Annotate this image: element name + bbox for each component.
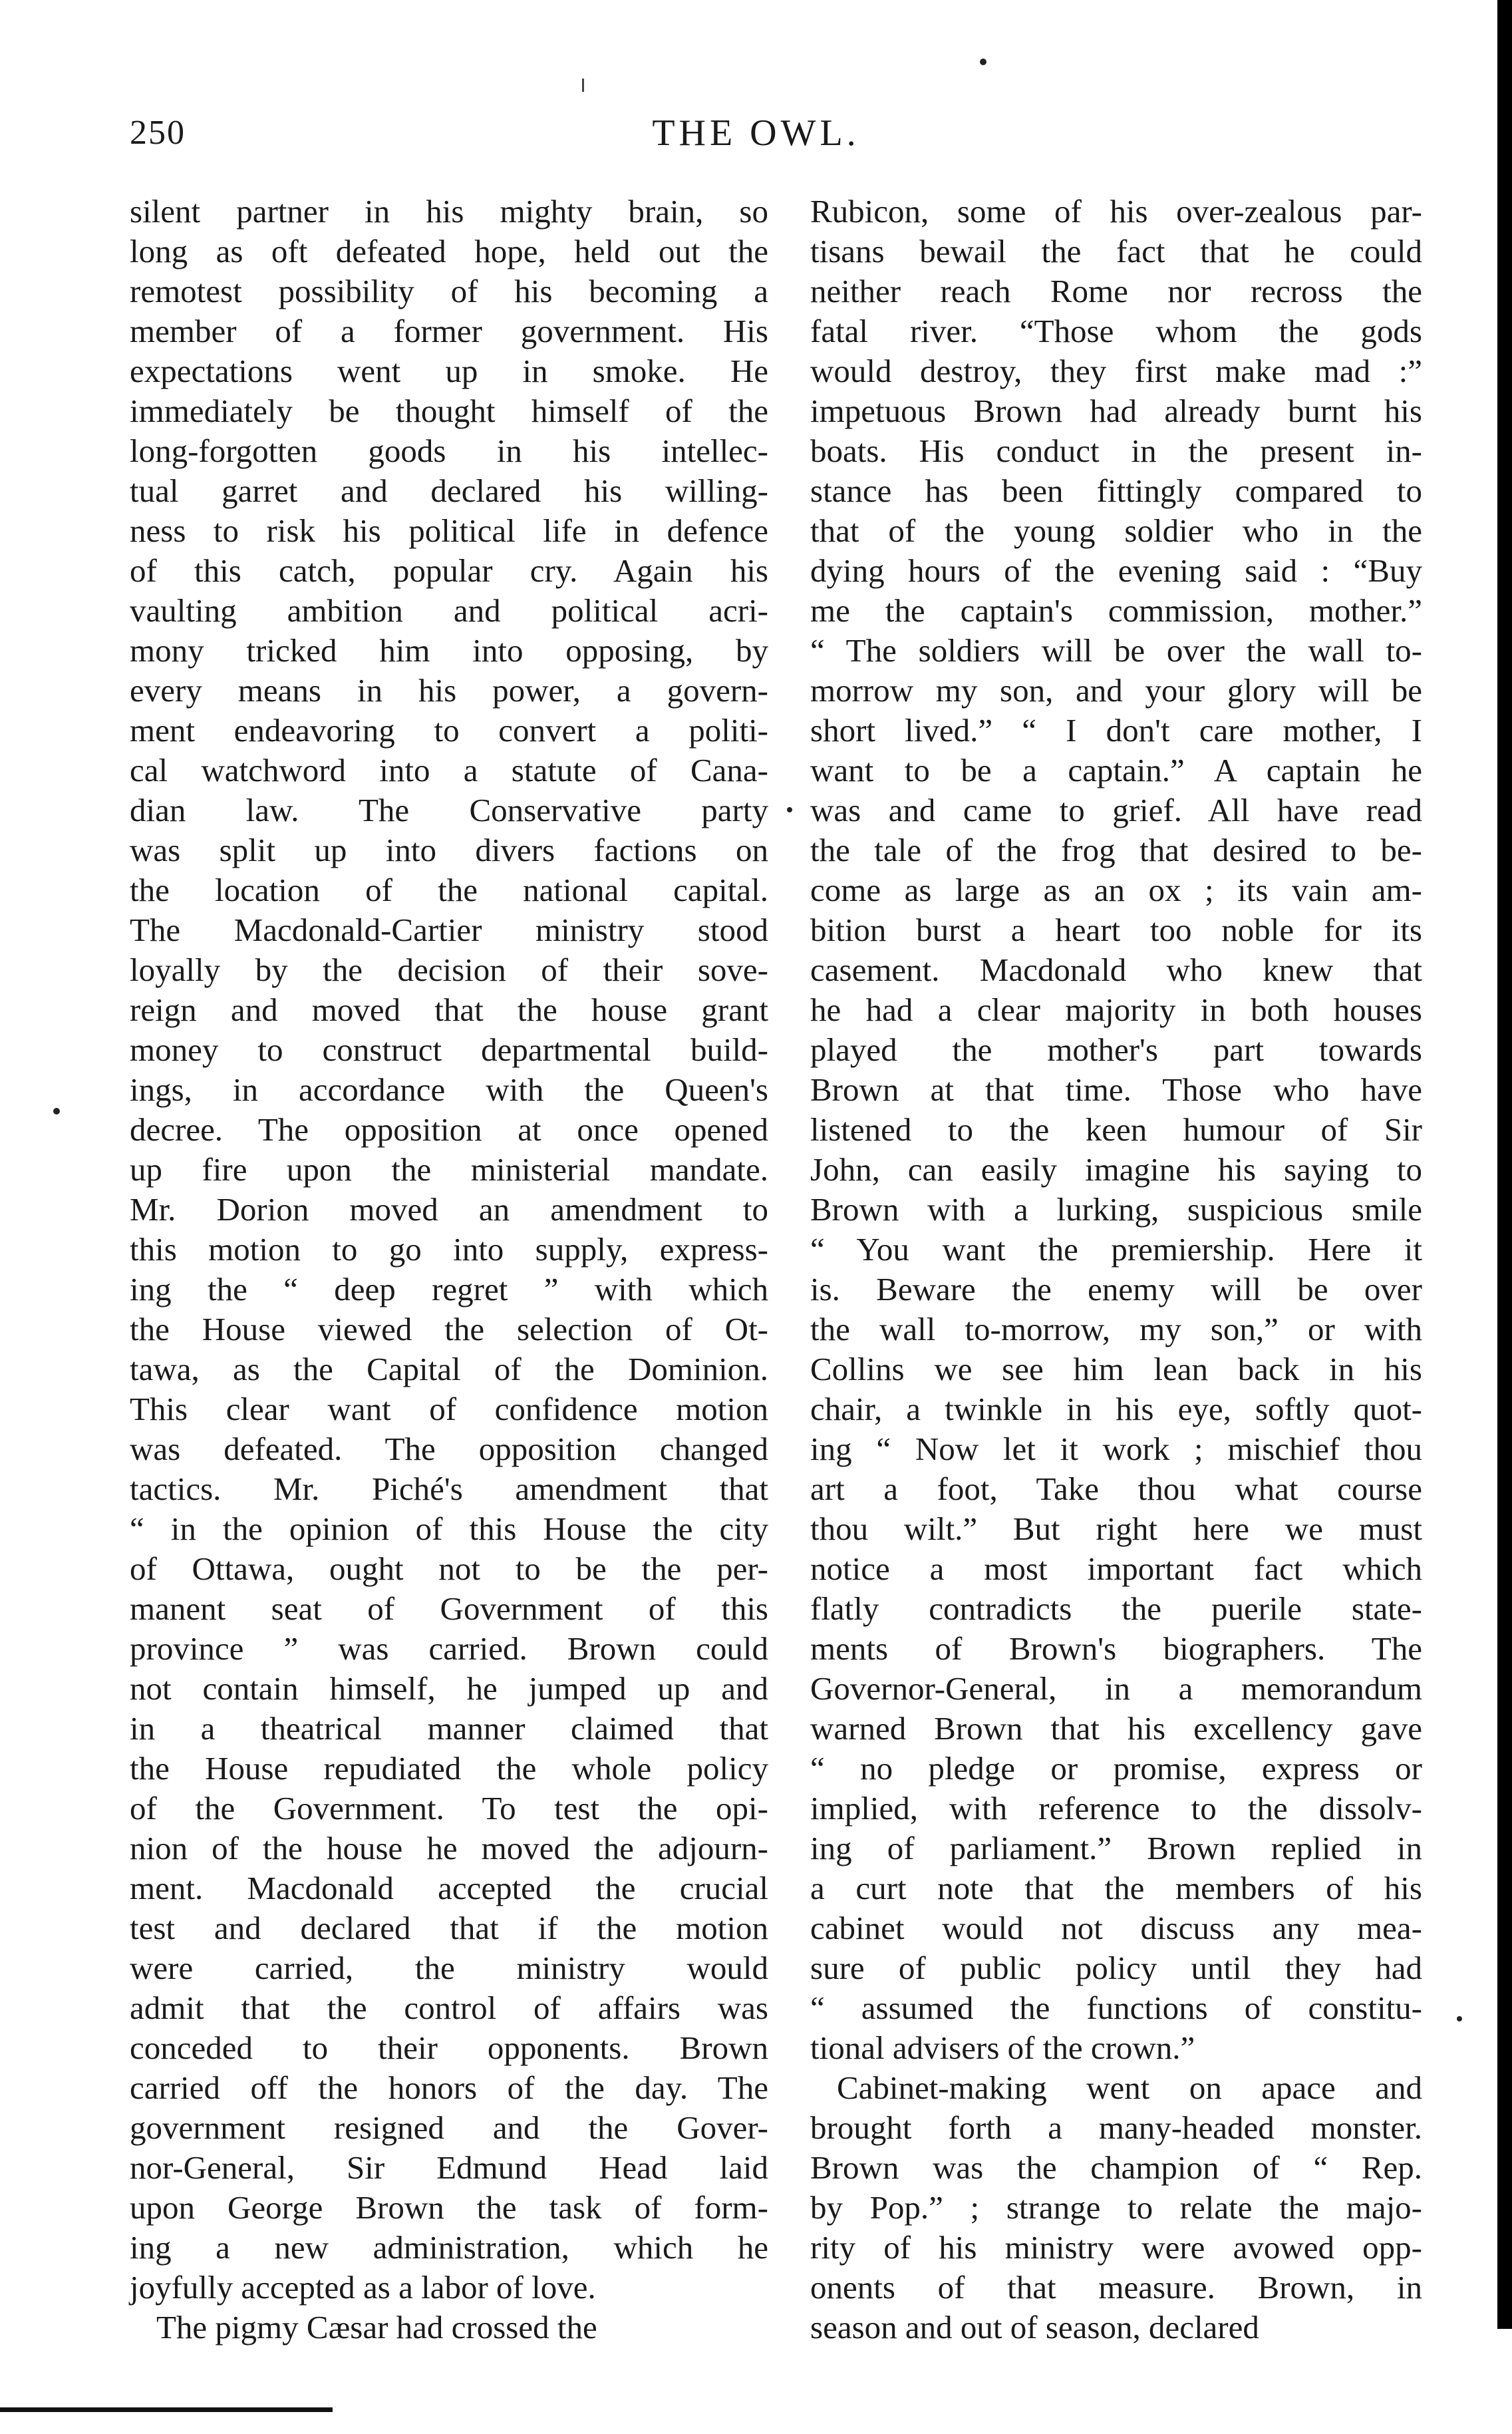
right-column-line: that of the young soldier who in the	[810, 512, 1422, 549]
left-column-line: of Ottawa, ought not to be the per-	[130, 1550, 768, 1587]
right-column-line: Brown was the champion of “ Rep.	[810, 2149, 1422, 2186]
left-column-line: long as oft defeated hope, held out the	[130, 233, 768, 269]
right-column-line: Collins we see him lean back in his	[810, 1351, 1422, 1387]
right-column-line: brought forth a many-headed monster.	[810, 2109, 1422, 2146]
right-column-line: rity of his ministry were avowed opp-	[810, 2229, 1422, 2266]
left-column-line: of this catch, popular cry. Again his	[130, 552, 768, 589]
ink-speck	[1457, 2016, 1462, 2021]
right-column-line: sure of public policy until they had	[810, 1950, 1422, 1986]
left-column-line: this motion to go into supply, express-	[130, 1231, 768, 1268]
left-column-line: joyfully accepted as a labor of love.	[130, 2269, 596, 2306]
left-column-line: ing a new administration, which he	[130, 2229, 768, 2266]
right-text-column	[810, 192, 1422, 2347]
left-column-line: money to construct departmental build-	[130, 1031, 768, 1068]
right-column-line: ing of parliament.” Brown replied in	[810, 1830, 1422, 1866]
right-column-line: want to be a captain.” A captain he	[810, 752, 1422, 788]
left-column-line: ings, in accordance with the Queen's	[130, 1071, 768, 1108]
right-column-line: ing “ Now let it work ; mischief thou	[810, 1431, 1422, 1467]
ink-mark	[582, 79, 584, 92]
left-column-line: admit that the control of affairs was	[130, 1990, 768, 2026]
right-column-line: boats. His conduct in the present in-	[810, 433, 1422, 469]
left-column-line: expectations went up in smoke. He	[130, 353, 768, 389]
left-column-line: upon George Brown the task of form-	[130, 2189, 768, 2226]
left-column-line: the House repudiated the whole policy	[130, 1750, 768, 1787]
left-column-line: This clear want of confidence motion	[130, 1391, 768, 1427]
right-column-line: season and out of season, declared	[810, 2309, 1259, 2346]
right-column-line: “ assumed the functions of constitu-	[810, 1990, 1422, 2026]
left-column-line: ment. Macdonald accepted the crucial	[130, 1870, 768, 1906]
right-column-line: “ The soldiers will be over the wall to-	[810, 632, 1422, 669]
right-column-line: bition burst a heart too noble for its	[810, 912, 1422, 948]
ink-speck	[787, 807, 792, 812]
right-column-line: short lived.” “ I don't care mother, I	[810, 712, 1422, 749]
left-column-line: every means in his power, a govern-	[130, 672, 768, 709]
left-column-line: ness to risk his political life in defence	[130, 512, 768, 549]
left-column-line: province ” was carried. Brown could	[130, 1630, 768, 1667]
left-column-line: The pigmy Cæsar had crossed the	[156, 2309, 597, 2346]
right-column-line: he had a clear majority in both houses	[810, 991, 1422, 1028]
left-column-line: nor-General, Sir Edmund Head laid	[130, 2149, 768, 2186]
right-column-line: cabinet would not discuss any mea-	[810, 1910, 1422, 1946]
right-column-line: the wall to-morrow, my son,” or with	[810, 1311, 1422, 1347]
right-column-line: is. Beware the enemy will be over	[810, 1271, 1422, 1307]
right-column-line: neither reach Rome nor recross the	[810, 273, 1422, 309]
left-column-line: were carried, the ministry would	[130, 1950, 768, 1986]
left-column-line: was defeated. The opposition changed	[130, 1431, 768, 1467]
right-column-line: come as large as an ox ; its vain am-	[810, 872, 1422, 908]
left-column-line: in a theatrical manner claimed that	[130, 1710, 768, 1747]
left-column-line: loyally by the decision of their sove-	[130, 952, 768, 988]
right-column-line: onents of that measure. Brown, in	[810, 2269, 1422, 2306]
right-column-line: played the mother's part towards	[810, 1031, 1422, 1068]
left-column-line: long-forgotten goods in his intellec-	[130, 433, 768, 469]
right-column-line: warned Brown that his excellency gave	[810, 1710, 1422, 1747]
left-column-line: Mr. Dorion moved an amendment to	[130, 1191, 768, 1228]
right-column-line: would destroy, they first make mad :”	[810, 353, 1422, 389]
right-column-line: “ You want the premiership. Here it	[810, 1231, 1422, 1268]
left-column-line: member of a former government. His	[130, 313, 768, 349]
left-column-line: tual garret and declared his willing-	[130, 472, 768, 509]
right-column-line: chair, a twinkle in his eye, softly quot-	[810, 1391, 1422, 1427]
left-column-line: immediately be thought himself of the	[130, 393, 768, 429]
left-column-line: not contain himself, he jumped up and	[130, 1670, 768, 1707]
right-column-line: notice a most important fact which	[810, 1550, 1422, 1587]
page-number: 250	[130, 114, 186, 152]
left-column-line: decree. The opposition at once opened	[130, 1111, 768, 1148]
left-column-line: silent partner in his mighty brain, so	[130, 193, 768, 230]
right-column-line: me the captain's commission, mother.”	[810, 592, 1422, 629]
right-column-line: casement. Macdonald who knew that	[810, 952, 1422, 988]
left-column-line: government resigned and the Gover-	[130, 2109, 768, 2146]
right-column-line: Governor-General, in a memorandum	[810, 1670, 1422, 1707]
left-column-line: was split up into divers factions on	[130, 832, 768, 868]
right-column-line: morrow my son, and your glory will be	[810, 672, 1422, 709]
page-edge-shadow	[1497, 0, 1512, 2329]
left-column-line: reign and moved that the house grant	[130, 991, 768, 1028]
right-column-line: tisans bewail the fact that he could	[810, 233, 1422, 269]
left-column-line: carried off the honors of the day. The	[130, 2069, 768, 2106]
right-column-line: listened to the keen humour of Sir	[810, 1111, 1422, 1148]
bottom-rule	[0, 2407, 333, 2412]
left-column-line: tactics. Mr. Piché's amendment that	[130, 1471, 768, 1507]
left-column-line: test and declared that if the motion	[130, 1910, 768, 1946]
right-column-line: art a foot, Take thou what course	[810, 1471, 1422, 1507]
left-column-line: vaulting ambition and political acri-	[130, 592, 768, 629]
left-column-line: mony tricked him into opposing, by	[130, 632, 768, 669]
right-column-line: by Pop.” ; strange to relate the majo-	[810, 2189, 1422, 2226]
right-column-line: the tale of the frog that desired to be-	[810, 832, 1422, 868]
left-column-line: dian law. The Conservative party	[130, 792, 768, 828]
right-column-line: implied, with reference to the dissolv-	[810, 1790, 1422, 1826]
right-column-line: was and came to grief. All have read	[810, 792, 1422, 828]
right-column-line: Brown at that time. Those who have	[810, 1071, 1422, 1108]
ink-speck	[980, 59, 986, 65]
right-column-line: Rubicon, some of his over-zealous par-	[810, 193, 1422, 230]
right-column-line: stance has been fittingly compared to	[810, 472, 1422, 509]
left-column-line: of the Government. To test the opi-	[130, 1790, 768, 1826]
left-column-line: up fire upon the ministerial mandate.	[130, 1151, 768, 1188]
left-column-line: ment endeavoring to convert a politi-	[130, 712, 768, 749]
left-column-line: manent seat of Government of this	[130, 1590, 768, 1627]
right-column-line: dying hours of the evening said : “Buy	[810, 552, 1422, 589]
right-column-line: “ no pledge or promise, express or	[810, 1750, 1422, 1787]
right-column-line: Cabinet-making went on apace and	[837, 2069, 1422, 2106]
right-column-line: tional advisers of the crown.”	[810, 2029, 1195, 2066]
right-column-line: fatal river. “Those whom the gods	[810, 313, 1422, 349]
ink-speck	[53, 1108, 60, 1115]
left-column-line: the location of the national capital.	[130, 872, 768, 908]
left-text-column	[130, 192, 768, 2347]
left-column-line: The Macdonald-Cartier ministry stood	[130, 912, 768, 948]
running-head-title: THE OWL.	[652, 112, 860, 154]
right-column-line: Brown with a lurking, suspicious smile	[810, 1191, 1422, 1228]
right-column-line: a curt note that the members of his	[810, 1870, 1422, 1906]
left-column-line: ing the “ deep regret ” with which	[130, 1271, 768, 1307]
left-column-line: conceded to their opponents. Brown	[130, 2029, 768, 2066]
left-column-line: cal watchword into a statute of Cana-	[130, 752, 768, 788]
left-column-line: remotest possibility of his becoming a	[130, 273, 768, 309]
left-column-line: tawa, as the Capital of the Dominion.	[130, 1351, 768, 1387]
right-column-line: John, can easily imagine his saying to	[810, 1151, 1422, 1188]
right-column-line: thou wilt.” But right here we must	[810, 1510, 1422, 1547]
right-column-line: ments of Brown's biographers. The	[810, 1630, 1422, 1667]
right-column-line: impetuous Brown had already burnt his	[810, 393, 1422, 429]
left-column-line: the House viewed the selection of Ot-	[130, 1311, 768, 1347]
left-column-line: nion of the house he moved the adjourn-	[130, 1830, 768, 1866]
left-column-line: “ in the opinion of this House the city	[130, 1510, 768, 1547]
right-column-line: flatly contradicts the puerile state-	[810, 1590, 1422, 1627]
